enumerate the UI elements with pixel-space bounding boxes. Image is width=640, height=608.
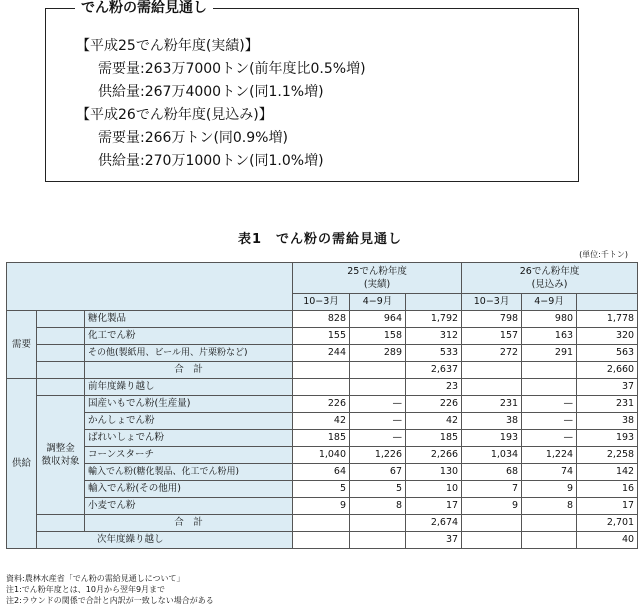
table-row bbox=[7, 328, 638, 345]
value-cell: 38 bbox=[462, 413, 522, 430]
row-label: 化工でん粉 bbox=[85, 328, 293, 345]
value-cell bbox=[293, 379, 350, 396]
value-cell: 1,226 bbox=[350, 447, 406, 464]
value-cell: — bbox=[350, 430, 406, 447]
value-cell: — bbox=[522, 396, 577, 413]
value-cell: 272 bbox=[462, 345, 522, 362]
supply-label: 供給 bbox=[7, 379, 37, 549]
value-cell: 155 bbox=[293, 328, 350, 345]
value-cell: 193 bbox=[462, 430, 522, 447]
note-2: 注2:ラウンドの関係で合計と内訳が一致しない場合がある bbox=[6, 596, 214, 605]
h26-supply: 供給量:270万1000トン(同1.0%増) bbox=[98, 153, 324, 169]
value-cell bbox=[462, 515, 522, 532]
value-cell: 9 bbox=[462, 498, 522, 515]
table-row bbox=[7, 481, 638, 498]
value-cell: 244 bbox=[293, 345, 350, 362]
value-cell bbox=[522, 515, 577, 532]
value-cell: 964 bbox=[350, 311, 406, 328]
table-row bbox=[7, 345, 638, 362]
value-cell: — bbox=[350, 396, 406, 413]
note-1: 注1:でん粉年度とは、10月から翌年9月まで bbox=[6, 585, 166, 594]
value-cell: 5 bbox=[350, 481, 406, 498]
row-label: 国産いもでん粉(生産量) bbox=[85, 396, 293, 413]
value-cell: 38 bbox=[577, 413, 638, 430]
table-row bbox=[7, 447, 638, 464]
value-cell: — bbox=[522, 413, 577, 430]
value-cell: 42 bbox=[406, 413, 462, 430]
value-cell: 289 bbox=[350, 345, 406, 362]
period1-26: 10−3月 bbox=[462, 294, 522, 311]
value-cell bbox=[293, 362, 350, 379]
value-cell: 23 bbox=[406, 379, 462, 396]
value-cell: 533 bbox=[406, 345, 462, 362]
value-cell bbox=[293, 515, 350, 532]
value-cell: 42 bbox=[293, 413, 350, 430]
value-cell: 163 bbox=[522, 328, 577, 345]
table-row bbox=[7, 498, 638, 515]
value-cell: 185 bbox=[293, 430, 350, 447]
h26-demand: 需要量:266万トン(同0.9%増) bbox=[98, 130, 288, 146]
value-cell: 563 bbox=[577, 345, 638, 362]
supply-demand-table bbox=[6, 262, 638, 549]
value-cell: 291 bbox=[522, 345, 577, 362]
table-row bbox=[7, 515, 638, 532]
value-cell: 2,701 bbox=[577, 515, 638, 532]
value-cell bbox=[522, 379, 577, 396]
value-cell bbox=[350, 515, 406, 532]
supply-total-label: 合 計 bbox=[85, 515, 293, 532]
row-label: 輸入でん粉(糖化製品、化工でん粉用) bbox=[85, 464, 293, 481]
demand-label: 需要 bbox=[7, 311, 37, 379]
value-cell: 17 bbox=[406, 498, 462, 515]
summary-box bbox=[45, 8, 579, 182]
value-cell bbox=[462, 362, 522, 379]
demand-total-label: 合 計 bbox=[85, 362, 293, 379]
period2-26: 4−9月 bbox=[522, 294, 577, 311]
value-cell: 8 bbox=[350, 498, 406, 515]
table-row bbox=[7, 430, 638, 447]
table-row bbox=[7, 532, 638, 549]
fy26-header: 26でん粉年度 (見込み) bbox=[462, 263, 638, 294]
row-label: 小麦でん粉 bbox=[85, 498, 293, 515]
row-label: ばれいしょでん粉 bbox=[85, 430, 293, 447]
source-note: 資料:農林水産省「でん粉の需給見通しについて」 bbox=[6, 574, 185, 583]
table-caption: 表1 でん粉の需給見通し bbox=[237, 232, 403, 247]
value-cell: 193 bbox=[577, 430, 638, 447]
summary-title: でん粉の需給見通し bbox=[75, 0, 213, 16]
value-cell bbox=[350, 379, 406, 396]
value-cell: 17 bbox=[577, 498, 638, 515]
value-cell: 2,266 bbox=[406, 447, 462, 464]
value-cell: 2,637 bbox=[406, 362, 462, 379]
value-cell: 8 bbox=[522, 498, 577, 515]
value-cell: 231 bbox=[577, 396, 638, 413]
value-cell: 226 bbox=[293, 396, 350, 413]
value-cell bbox=[522, 532, 577, 549]
value-cell: 2,674 bbox=[406, 515, 462, 532]
table-row bbox=[7, 396, 638, 413]
value-cell: 10 bbox=[406, 481, 462, 498]
value-cell: 74 bbox=[522, 464, 577, 481]
value-cell: 980 bbox=[522, 311, 577, 328]
value-cell: — bbox=[522, 430, 577, 447]
value-cell: 158 bbox=[350, 328, 406, 345]
value-cell: 1,034 bbox=[462, 447, 522, 464]
table-row bbox=[7, 362, 638, 379]
value-cell: 37 bbox=[577, 379, 638, 396]
fy25-header: 25でん粉年度 (実績) bbox=[293, 263, 462, 294]
value-cell: 142 bbox=[577, 464, 638, 481]
value-cell: 2,258 bbox=[577, 447, 638, 464]
row-label: 糖化製品 bbox=[85, 311, 293, 328]
value-cell: 185 bbox=[406, 430, 462, 447]
table-row bbox=[7, 413, 638, 430]
value-cell bbox=[350, 532, 406, 549]
value-cell: 16 bbox=[577, 481, 638, 498]
h25-header: 【平成25でん粉年度(実績)】 bbox=[76, 38, 259, 54]
row-label: 次年度繰り越し bbox=[37, 532, 293, 549]
row-label: かんしょでん粉 bbox=[85, 413, 293, 430]
table-row bbox=[7, 311, 638, 328]
value-cell bbox=[462, 379, 522, 396]
period1-25: 10−3月 bbox=[293, 294, 350, 311]
table-row bbox=[7, 379, 638, 396]
value-cell: 2,660 bbox=[577, 362, 638, 379]
value-cell: 64 bbox=[293, 464, 350, 481]
h25-supply: 供給量:267万4000トン(同1.1%増) bbox=[98, 84, 324, 100]
row-label: 輸入でん粉(その他用) bbox=[85, 481, 293, 498]
value-cell: 798 bbox=[462, 311, 522, 328]
value-cell: 68 bbox=[462, 464, 522, 481]
value-cell: 130 bbox=[406, 464, 462, 481]
value-cell: 5 bbox=[293, 481, 350, 498]
value-cell: 7 bbox=[462, 481, 522, 498]
unit-label: (単位:千トン) bbox=[579, 250, 628, 259]
value-cell: 1,792 bbox=[406, 311, 462, 328]
value-cell: 40 bbox=[577, 532, 638, 549]
value-cell: 312 bbox=[406, 328, 462, 345]
value-cell: 157 bbox=[462, 328, 522, 345]
h25-demand: 需要量:263万7000トン(前年度比0.5%増) bbox=[98, 61, 366, 77]
notes bbox=[6, 573, 214, 606]
value-cell: 320 bbox=[577, 328, 638, 345]
value-cell bbox=[350, 362, 406, 379]
value-cell bbox=[293, 532, 350, 549]
row-label: コーンスターチ bbox=[85, 447, 293, 464]
value-cell: 1,778 bbox=[577, 311, 638, 328]
value-cell: 1,040 bbox=[293, 447, 350, 464]
h26-header: 【平成26でん粉年度(見込み)】 bbox=[76, 107, 273, 123]
value-cell: 9 bbox=[522, 481, 577, 498]
value-cell bbox=[462, 532, 522, 549]
value-cell: — bbox=[350, 413, 406, 430]
header-row-1 bbox=[7, 263, 638, 294]
value-cell: 828 bbox=[293, 311, 350, 328]
adjust-label: 調整金 徴収対象 bbox=[37, 396, 85, 515]
value-cell: 37 bbox=[406, 532, 462, 549]
value-cell: 67 bbox=[350, 464, 406, 481]
value-cell: 1,224 bbox=[522, 447, 577, 464]
value-cell bbox=[522, 362, 577, 379]
table-row bbox=[7, 464, 638, 481]
value-cell: 9 bbox=[293, 498, 350, 515]
value-cell: 231 bbox=[462, 396, 522, 413]
row-label: 前年度繰り越し bbox=[85, 379, 293, 396]
row-label: その他(製紙用、ビール用、片栗粉など) bbox=[85, 345, 293, 362]
value-cell: 226 bbox=[406, 396, 462, 413]
period2-25: 4−9月 bbox=[350, 294, 406, 311]
